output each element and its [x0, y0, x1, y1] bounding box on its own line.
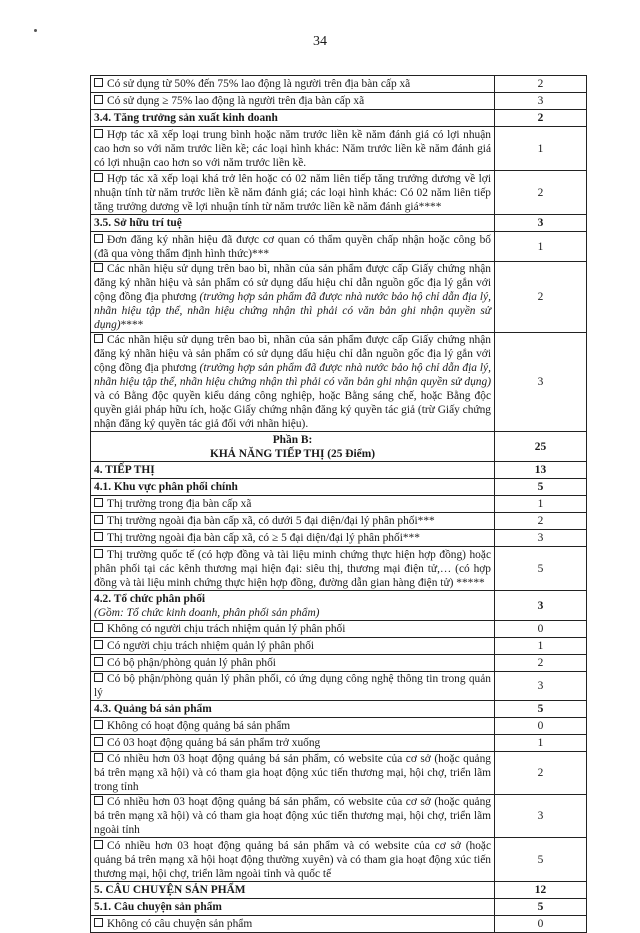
score-cell: 12: [495, 882, 587, 899]
table-row: [91, 621, 587, 638]
criterion-text: Các nhãn hiệu sử dụng trên bao bì, nhãn của sản phẩm được cấp Giấy chứng nhận đăng ký nhãn hiệu và sản phẩm có sử dụng dấu hiệu chỉ dẫn nguồn gốc địa lý gắn với cộng đồng địa phương: [94, 334, 491, 374]
scoring-table: [90, 75, 587, 933]
criterion-cell: [91, 479, 495, 496]
score-cell: 1: [495, 638, 587, 655]
checkbox-icon[interactable]: [94, 263, 103, 272]
criterion-text: 3.4. Tăng trưởng sản xuất kinh doanh: [94, 112, 278, 124]
table-row: [91, 513, 587, 530]
criterion-cell: [91, 232, 495, 262]
checkbox-icon[interactable]: [94, 623, 103, 632]
criterion-text: Đơn đăng ký nhãn hiệu đã được cơ quan có thẩm quyền chấp nhận hoặc công bố (đã qua vòng thẩm định hình thức)***: [94, 233, 491, 260]
score-cell: 3: [495, 672, 587, 701]
criterion-text: 4.2. Tổ chức phân phối: [94, 592, 206, 605]
table-row: [91, 110, 587, 127]
criterion-text: 5. CÂU CHUYỆN SẢN PHẨM: [94, 884, 246, 896]
table-row: [91, 127, 587, 171]
criterion-text: Có sử dụng ≥ 75% lao động là người trên địa bàn cấp xã: [107, 95, 365, 107]
score-cell: 5: [495, 479, 587, 496]
criterion-cell: [91, 655, 495, 672]
criterion-text: 4. TIẾP THỊ: [94, 464, 155, 476]
table-row: [91, 591, 587, 621]
criterion-text: Có nhiều hơn 03 hoạt động quảng bá sản phẩm, có website của cơ sở (hoặc quảng bá trên mạng xã hội) và có tham gia hoạt động xúc tiến thương mại, hội chợ, triển lãm ngoài tỉnh: [94, 796, 491, 836]
table-row: [91, 462, 587, 479]
checkbox-icon[interactable]: [94, 234, 103, 243]
table-row: [91, 547, 587, 591]
score-cell: 2: [495, 76, 587, 93]
criterion-cell: [91, 591, 495, 621]
criterion-text: Có nhiều hơn 03 hoạt động quảng bá sản phẩm, có website của cơ sở (hoặc quảng bá trên mạng xã hội) và có tham gia hoạt động xúc tiến thương mại, hội chợ, triển lãm trong tỉnh: [94, 753, 491, 793]
criterion-cell: [91, 621, 495, 638]
criterion-cell: [91, 916, 495, 933]
table-row: [91, 638, 587, 655]
score-cell: 5: [495, 899, 587, 916]
checkbox-icon[interactable]: [94, 737, 103, 746]
table-row: [91, 479, 587, 496]
score-cell: 3: [495, 591, 587, 621]
criterion-cell: [91, 462, 495, 479]
criterion-note: (trường hợp sản phẩm đã được nhà nước bảo hộ chỉ dẫn địa lý, nhãn hiệu tập thể, nhãn hiệu chứng nhận thì phải có văn bản ghi nhận quyền sử dụng): [94, 362, 491, 388]
criterion-cell: [91, 795, 495, 838]
criterion-text: Có người chịu trách nhiệm quản lý phân phối: [107, 640, 315, 652]
checkbox-icon[interactable]: [94, 129, 103, 138]
table-row: [91, 882, 587, 899]
criterion-text: Hợp tác xã xếp loại trung bình hoặc năm trước liền kề năm đánh giá có lợi nhuận cao hơn so với năm trước liền kề; các loại hình khác: Năm trước liền kề năm đánh giá có lợi nhuận cao hơn so với năm trước liền kề.: [94, 128, 491, 169]
checkbox-icon[interactable]: [94, 173, 103, 182]
score-cell: 5: [495, 838, 587, 882]
checkbox-icon[interactable]: [94, 498, 103, 507]
score-cell: 1: [495, 232, 587, 262]
criterion-text: 4.1. Khu vực phân phối chính: [94, 481, 238, 493]
criterion-text: 3.5. Sở hữu trí tuệ: [94, 217, 182, 229]
criterion-text-cont: và có Bằng độc quyền kiểu dáng công nghiệp, hoặc Bằng sáng chế, hoặc Bằng độc quyền giải pháp hữu ích, hoặc Giấy chứng nhận đăng ký quyền tác giả (trừ Giấy chứng nhận đăng ký quyền tác giả đối với nhãn hiệu).: [94, 390, 491, 430]
score-cell: 2: [495, 262, 587, 333]
score-cell: 2: [495, 655, 587, 672]
score-cell: 2: [495, 171, 587, 215]
checkbox-icon[interactable]: [94, 753, 103, 762]
table-row: [91, 530, 587, 547]
checkbox-icon[interactable]: [94, 657, 103, 666]
score-cell: 5: [495, 547, 587, 591]
table-row: [91, 752, 587, 795]
checkbox-icon[interactable]: [94, 95, 103, 104]
criterion-cell: [91, 215, 495, 232]
criterion-text: Thị trường ngoài địa bàn cấp xã, có ≥ 5 đại diện/đại lý phân phối***: [107, 532, 420, 544]
checkbox-icon[interactable]: [94, 640, 103, 649]
checkbox-icon[interactable]: [94, 720, 103, 729]
criterion-cell: [91, 432, 495, 462]
criterion-cell: [91, 496, 495, 513]
table-row: [91, 496, 587, 513]
checkbox-icon[interactable]: [94, 532, 103, 541]
checkbox-icon[interactable]: [94, 549, 103, 558]
criterion-text: 4.3. Quảng bá sản phẩm: [94, 703, 212, 715]
table-row: [91, 795, 587, 838]
criterion-text-cont: ****: [120, 319, 144, 331]
part-title: KHẢ NĂNG TIẾP THỊ (25 Điểm): [209, 447, 376, 460]
criterion-cell: [91, 899, 495, 916]
score-cell: 2: [495, 513, 587, 530]
criterion-cell: [91, 547, 495, 591]
criterion-text: Thị trường ngoài địa bàn cấp xã, có dưới 5 đại diện/đại lý phân phối***: [107, 515, 435, 527]
score-cell: 1: [495, 735, 587, 752]
criterion-text: Có 03 hoạt động quảng bá sản phẩm trở xuống: [107, 737, 321, 749]
table-row: [91, 333, 587, 432]
criterion-note: (trường hợp sản phẩm đã được nhà nước bảo hộ chỉ dẫn địa lý, nhãn hiệu tập thể, nhãn hiệu chứng nhận thì phải có văn bản ghi nhận quyền sử dụng): [94, 291, 491, 331]
table-row: [91, 838, 587, 882]
criterion-text: Không có người chịu trách nhiệm quản lý phân phối: [107, 623, 346, 635]
criterion-cell: [91, 735, 495, 752]
criterion-cell: [91, 530, 495, 547]
score-cell: 3: [495, 530, 587, 547]
criterion-cell: [91, 513, 495, 530]
criterion-text: Phần B:: [272, 433, 313, 446]
criterion-cell: [91, 838, 495, 882]
table-row: [91, 171, 587, 215]
table-row: [91, 718, 587, 735]
table-row: [91, 215, 587, 232]
scan-mark: [34, 29, 37, 32]
checkbox-icon[interactable]: [94, 796, 103, 805]
criterion-cell: [91, 76, 495, 93]
criterion-text: Không có câu chuyện sản phẩm: [107, 918, 253, 930]
criterion-text: Có nhiều hơn 03 hoạt động quảng bá sản phẩm và có website của cơ sở (hoặc quảng bá trên mạng xã hội hoạt động thường xuyên) và có tham gia hoạt động xúc tiến thương mại, hội chợ, triển lãm ngoài tỉnh và quốc tế: [94, 839, 491, 880]
criterion-cell: [91, 882, 495, 899]
table-row: [91, 262, 587, 333]
score-cell: 3: [495, 215, 587, 232]
criterion-text: Có sử dụng từ 50% đến 75% lao động là người trên địa bàn cấp xã: [107, 78, 411, 90]
criterion-text: Không có hoạt động quảng bá sản phẩm: [107, 720, 291, 732]
score-cell: 1: [495, 127, 587, 171]
table-row: [91, 432, 587, 462]
criterion-text: Có bộ phận/phòng quản lý phân phối, có ứng dụng công nghệ thông tin trong quản lý: [94, 673, 491, 699]
criterion-cell: [91, 110, 495, 127]
table-row: [91, 93, 587, 110]
criterion-cell: [91, 127, 495, 171]
score-cell: 3: [495, 795, 587, 838]
criterion-text: Có bộ phận/phòng quản lý phân phối: [107, 657, 276, 669]
checkbox-icon[interactable]: [94, 78, 103, 87]
criterion-cell: [91, 752, 495, 795]
checkbox-icon[interactable]: [94, 673, 103, 682]
criterion-cell: [91, 333, 495, 432]
score-cell: 3: [495, 333, 587, 432]
table-row: [91, 232, 587, 262]
table-row: [91, 672, 587, 701]
table-row: [91, 916, 587, 933]
criterion-text: 5.1. Câu chuyện sản phẩm: [94, 901, 222, 913]
score-cell: 2: [495, 110, 587, 127]
score-cell: 25: [495, 432, 587, 462]
criterion-cell: [91, 171, 495, 215]
criterion-cell: [91, 701, 495, 718]
checkbox-icon[interactable]: [94, 918, 103, 927]
table-row: [91, 899, 587, 916]
checkbox-icon[interactable]: [94, 334, 103, 343]
criterion-cell: [91, 718, 495, 735]
table-row: [91, 701, 587, 718]
table-row: [91, 735, 587, 752]
table-row: [91, 655, 587, 672]
criterion-text: Thị trường quốc tế (có hợp đồng và tài liệu minh chứng thực hiện hợp đồng) hoặc phân phối tại các kênh thương mại hiện đại: siêu thị, thương mại điện tử,… (có hợp đồng và tài liệu minh chứng thực hiện hợp đồng, đường dẫn gian hàng điện tử) *****: [94, 548, 491, 589]
criterion-cell: [91, 672, 495, 701]
score-cell: 5: [495, 701, 587, 718]
criterion-text: Thị trường trong địa bàn cấp xã: [107, 498, 252, 510]
criterion-cell: [91, 93, 495, 110]
page-number: 34: [313, 34, 327, 49]
score-cell: 0: [495, 718, 587, 735]
checkbox-icon[interactable]: [94, 840, 103, 849]
score-cell: 0: [495, 916, 587, 933]
checkbox-icon[interactable]: [94, 515, 103, 524]
criterion-cell: [91, 638, 495, 655]
criterion-subnote: (Gồm: Tổ chức kinh doanh, phân phối sản phẩm): [94, 606, 320, 619]
criterion-text: Hợp tác xã xếp loại khá trở lên hoặc có 02 năm liên tiếp tăng trưởng dương về lợi nhuận tính từ năm trước liền kề năm đánh giá; các loại hình khác: Có 02 năm liên tiếp tăng trưởng dương về lợi nhuận tính từ năm trước liền kề năm đánh giá****: [94, 172, 491, 213]
score-cell: 13: [495, 462, 587, 479]
score-cell: 1: [495, 496, 587, 513]
criterion-text: Các nhãn hiệu sử dụng trên bao bì, nhãn của sản phẩm được cấp Giấy chứng nhận đăng ký nhãn hiệu và sản phẩm có sử dụng dấu hiệu chỉ dẫn nguồn gốc địa lý gắn với cộng đồng địa phương: [94, 263, 491, 303]
table-row: [91, 76, 587, 93]
score-cell: 2: [495, 752, 587, 795]
score-cell: 0: [495, 621, 587, 638]
criterion-cell: [91, 262, 495, 333]
score-cell: 3: [495, 93, 587, 110]
